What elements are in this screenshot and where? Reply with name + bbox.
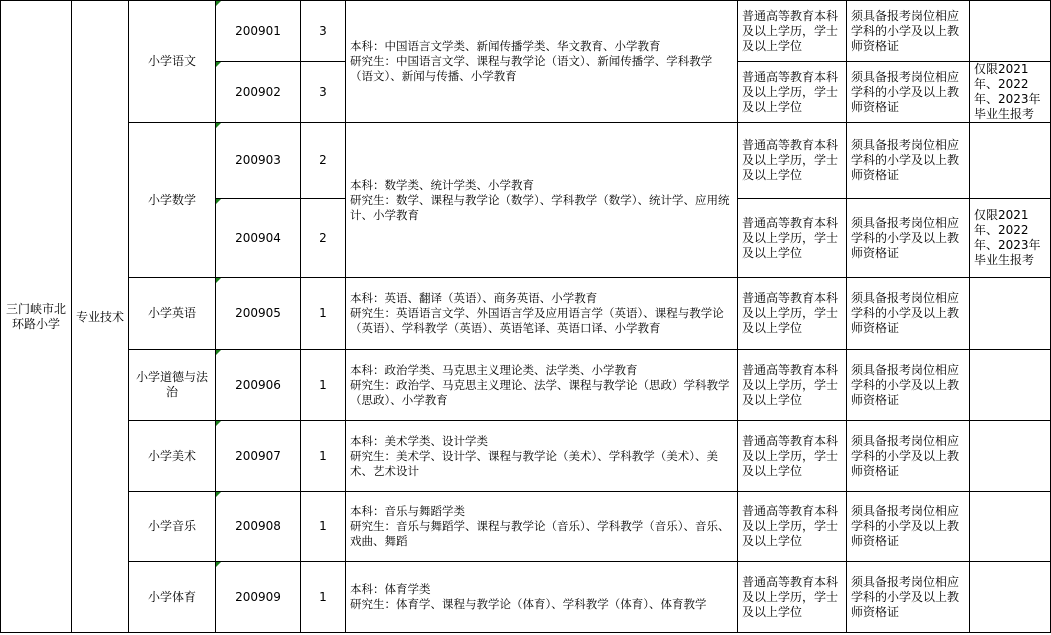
grid-vertical-line (969, 0, 970, 633)
subject-cell: 小学音乐 (147, 519, 196, 533)
education-requirement-cell: 普通高等教育本科及以上学历，学士及以上学位 (742, 8, 839, 53)
school-cell: 三门峡市北环路小学 (5, 302, 66, 331)
education-requirement-cell: 普通高等教育本科及以上学历，学士及以上学位 (742, 433, 839, 478)
position-code-cell: 200907 (235, 448, 281, 463)
note-cell (970, 350, 1050, 420)
subject-cell: 小学语文 (147, 54, 196, 68)
grid-horizontal-line (0, 632, 1051, 633)
subject-cell: 小学英语 (147, 306, 196, 320)
major-requirement-cell: 本科：中国语言文学类、新闻传播学类、华文教育、小学教育 研究生：中国语言文学、课程与教学论（语文）、新闻传播学、学科教学（语文）、新闻与传播、小学教育 (350, 39, 713, 83)
certificate-requirement-cell: 须具备报考岗位相应学科的小学及以上教师资格证 (851, 504, 960, 548)
note-cell: 仅限2021年、2022年、2023年毕业生报考 (974, 62, 1041, 121)
headcount-cell: 2 (319, 153, 327, 167)
grid-horizontal-line (215, 61, 346, 62)
subject-cell: 小学美术 (147, 448, 196, 463)
education-requirement-cell: 普通高等教育本科及以上学历，学士及以上学位 (742, 574, 839, 619)
grid-vertical-line (0, 0, 1, 633)
major-requirement-cell: 本科：音乐与舞蹈学类 研究生：音乐与舞蹈学、课程与教学论（音乐）、学科教学（音乐）、音乐、戏曲、舞蹈 (350, 504, 730, 548)
certificate-requirement-cell: 须具备报考岗位相应学科的小学及以上教师资格证 (851, 69, 960, 114)
position-code-cell: 200905 (235, 306, 281, 320)
headcount-cell: 1 (319, 377, 327, 392)
education-requirement-cell: 普通高等教育本科及以上学历，学士及以上学位 (742, 138, 839, 182)
grid-horizontal-line (215, 198, 346, 199)
grid-horizontal-line (128, 491, 1051, 492)
grid-horizontal-line (128, 122, 1051, 123)
major-requirement-cell: 本科：英语、翻译（英语）、商务英语、小学教育 研究生：英语语言文学、外国语言学及应用语言学（英语）、课程与教学论（英语）、学科教学（英语）、英语笔译、英语口译、小学教育 (350, 291, 724, 335)
cell-flag-marker (216, 123, 221, 128)
grid-vertical-line (300, 0, 301, 633)
grid-horizontal-line (737, 61, 1051, 62)
note-cell (970, 492, 1050, 561)
position-code-cell: 200904 (235, 230, 281, 245)
position-code-cell: 200908 (235, 519, 281, 533)
certificate-requirement-cell: 须具备报考岗位相应学科的小学及以上教师资格证 (851, 362, 960, 407)
certificate-requirement-cell: 须具备报考岗位相应学科的小学及以上教师资格证 (851, 291, 960, 335)
headcount-cell: 3 (319, 23, 327, 38)
position-code-cell: 200903 (235, 153, 281, 167)
major-requirement-cell: 本科：数学类、统计学类、小学教育 研究生：数学、课程与教学论（数学）、学科教学（数学）、统计学、应用统计、小学教育 (350, 177, 730, 222)
headcount-cell: 3 (319, 84, 327, 99)
certificate-requirement-cell: 须具备报考岗位相应学科的小学及以上教师资格证 (851, 433, 960, 478)
position-code-cell: 200901 (235, 23, 281, 38)
headcount-cell: 2 (319, 230, 327, 245)
subject-cell: 小学数学 (147, 192, 196, 207)
cell-flag-marker (216, 562, 221, 567)
cell-flag-marker (216, 492, 221, 497)
certificate-requirement-cell: 须具备报考岗位相应学科的小学及以上教师资格证 (851, 138, 960, 182)
headcount-cell: 1 (319, 306, 327, 320)
cell-flag-marker (216, 278, 221, 283)
grid-vertical-line (846, 0, 847, 633)
headcount-cell: 1 (319, 448, 327, 463)
note-cell: 仅限2021年、2022年、2023年毕业生报考 (974, 208, 1041, 267)
certificate-requirement-cell: 须具备报考岗位相应学科的小学及以上教师资格证 (851, 574, 960, 619)
headcount-cell: 1 (319, 519, 327, 533)
grid-vertical-line (345, 0, 346, 633)
grid-horizontal-line (128, 349, 1051, 350)
headcount-cell: 1 (319, 589, 327, 604)
cell-flag-marker (216, 421, 221, 426)
cell-flag-marker (216, 350, 221, 355)
grid-vertical-line (128, 0, 129, 633)
certificate-requirement-cell: 须具备报考岗位相应学科的小学及以上教师资格证 (851, 215, 960, 260)
education-requirement-cell: 普通高等教育本科及以上学历，学士及以上学位 (742, 215, 839, 260)
grid-horizontal-line (0, 0, 1051, 1)
subject-cell: 小学体育 (147, 589, 196, 604)
grid-horizontal-line (128, 277, 1051, 278)
education-requirement-cell: 普通高等教育本科及以上学历，学士及以上学位 (742, 362, 839, 407)
education-requirement-cell: 普通高等教育本科及以上学历，学士及以上学位 (742, 69, 839, 114)
note-cell (970, 278, 1050, 349)
cell-flag-marker (216, 62, 221, 67)
subject-cell: 小学道德与法治 (135, 370, 208, 399)
grid-horizontal-line (128, 561, 1051, 562)
major-requirement-cell: 本科：美术学类、设计学类 研究生：美术学、设计学、课程与教学论（美术）、学科教学（美术）、美术、艺术设计 (350, 433, 718, 478)
category-cell: 专业技术 (75, 309, 124, 324)
grid-vertical-line (71, 0, 72, 633)
major-requirement-cell: 本科：体育学类 研究生：体育学、课程与教学论（体育）、学科教学（体育）、体育教学 (350, 582, 707, 611)
position-code-cell: 200902 (235, 84, 281, 99)
education-requirement-cell: 普通高等教育本科及以上学历，学士及以上学位 (742, 504, 839, 548)
cell-flag-marker (216, 199, 221, 204)
position-code-cell: 200909 (235, 589, 281, 604)
major-requirement-cell: 本科：政治学类、马克思主义理论类、法学类、小学教育 研究生：政治学、马克思主义理论、法学、课程与教学论（思政）学科教学（思政）、小学教育 (350, 362, 730, 407)
note-cell (970, 562, 1050, 632)
grid-horizontal-line (737, 198, 1051, 199)
grid-vertical-line (737, 0, 738, 633)
note-cell (970, 421, 1050, 491)
grid-horizontal-line (128, 420, 1051, 421)
certificate-requirement-cell: 须具备报考岗位相应学科的小学及以上教师资格证 (851, 8, 960, 53)
cell-flag-marker (216, 1, 221, 6)
grid-vertical-line (215, 0, 216, 633)
note-cell (970, 123, 1050, 198)
position-code-cell: 200906 (235, 377, 281, 392)
education-requirement-cell: 普通高等教育本科及以上学历，学士及以上学位 (742, 291, 839, 335)
note-cell (970, 1, 1050, 61)
